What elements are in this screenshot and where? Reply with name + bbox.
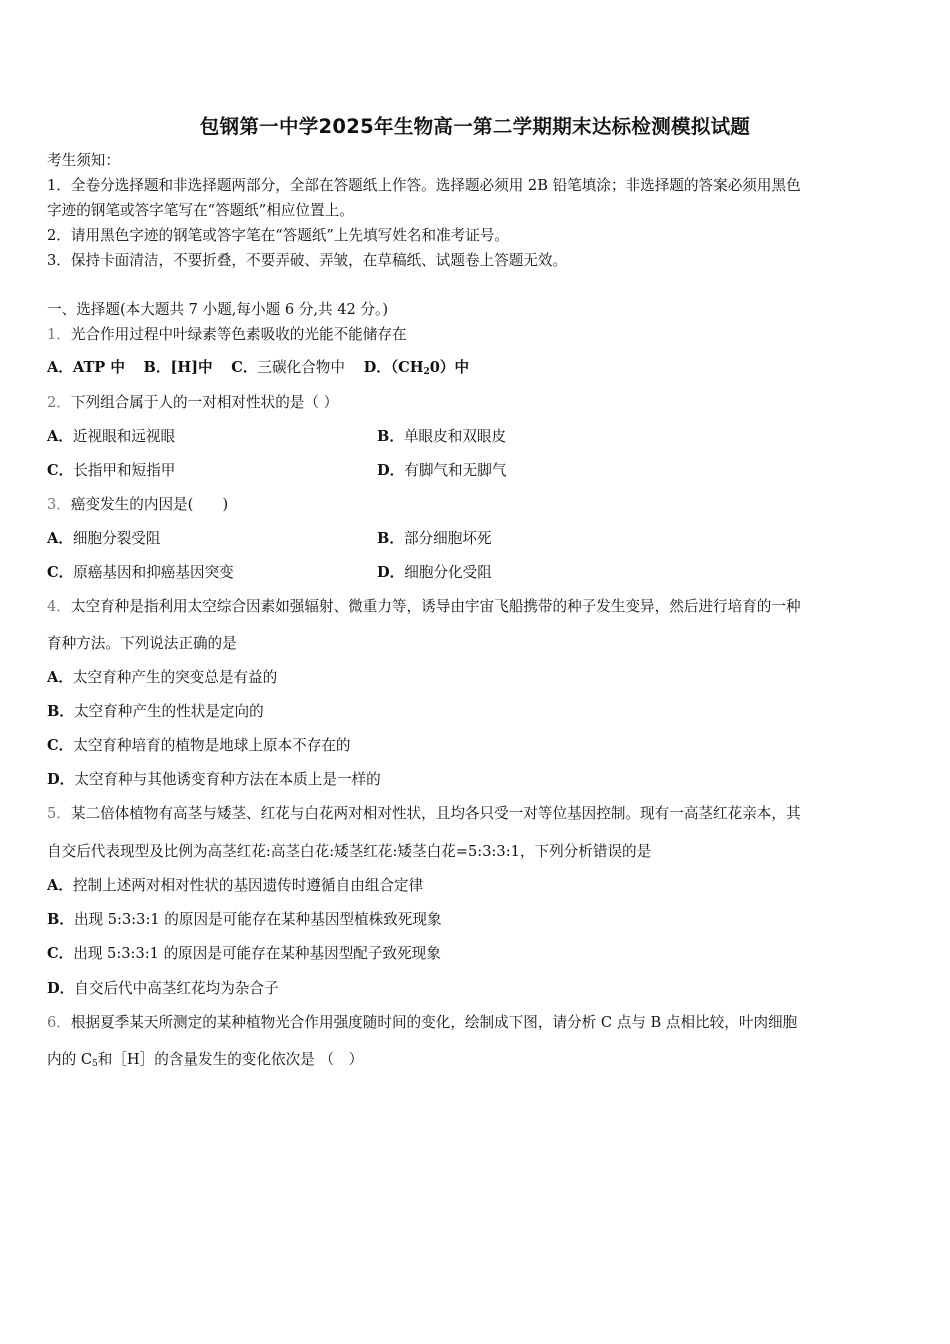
q2-option-d[interactable]: D．有脚气和无脚气 (377, 462, 507, 479)
question-1-options (47, 361, 469, 377)
page-title: 包钢第一中学2025年生物高一第二学期期末达标检测模拟试题 (199, 115, 751, 138)
question-4-cont: 育种方法。下列说法正确的是 (47, 635, 237, 652)
notice-heading: 考生须知： (47, 152, 120, 169)
notice-item-3: 3．保持卡面清洁，不要折叠，不要弄破、弄皱，在草稿纸、试题卷上答题无效。 (47, 252, 568, 269)
question-text: 癌变发生的内因是( ) (70, 496, 229, 513)
q3-option-b[interactable]: B．部分细胞坏死 (377, 530, 492, 547)
q5-option-b[interactable]: B．出现 5:3:3:1 的原因是可能存在某种基因型植株致死现象 (47, 911, 442, 928)
option-b[interactable]: B．[H]中 (143, 359, 213, 376)
question-number: 2． (47, 394, 71, 411)
question-number: 1． (47, 326, 71, 343)
notice-item-2: 2．请用黑色字迹的钢笔或答字笔在“答题纸”上先填写姓名和准考证号。 (47, 227, 510, 244)
option-a[interactable]: A．ATP 中 (47, 359, 125, 376)
question-text: 某二倍体植物有高茎与矮茎、红花与白花两对相对性状，且均各只受一对等位基因控制。现有一高茎红花亲本，其 (70, 805, 801, 822)
q4-option-b[interactable]: B．太空育种产生的性状是定向的 (47, 703, 264, 720)
q5-option-a[interactable]: A．控制上述两对相对性状的基因遗传时遵循自由组合定律 (47, 877, 424, 894)
option-d[interactable]: D．$(CH_20)$中 (363, 359, 470, 377)
q5-option-c[interactable]: C．出现 5:3:3:1 的原因是可能存在某种基因型配子致死现象 (47, 945, 441, 962)
q5-option-d[interactable]: D．自交后代中高茎红花均为杂合子 (47, 980, 279, 997)
question-number: 5． (47, 805, 71, 822)
section-heading: 一、选择题(本大题共 7 小题,每小题 6 分,共 42 分。) (47, 301, 389, 318)
q2-option-a[interactable]: A．近视眼和远视眼 (47, 428, 176, 445)
question-text: 下列组合属于人的一对相对性状的是（ ） (70, 394, 339, 411)
question-5-cont: 自交后代表现型及比例为高茎红花:高茎白花:矮茎红花:矮茎白花=5:3:3:1，下列分析错误的是 (47, 843, 652, 860)
notice-item-1: 1．全卷分选择题和非选择题两部分，全部在答题纸上作答。选择题必须用 2B 铅笔填涂；非选择题的答案必须用黑色 (47, 177, 801, 194)
q4-option-a[interactable]: A．太空育种产生的突变总是有益的 (47, 669, 278, 686)
q3-option-a[interactable]: A．细胞分裂受阻 (47, 530, 161, 547)
notice-item-1-cont: 字迹的钢笔或答字笔写在“答题纸”相应位置上。 (47, 202, 354, 219)
question-3 (47, 498, 228, 513)
q3-option-d[interactable]: D．细胞分化受阻 (377, 564, 492, 581)
q2-option-c[interactable]: C．长指甲和短指甲 (47, 462, 176, 479)
question-4 (47, 600, 801, 615)
question-5 (47, 807, 801, 822)
question-number: 4． (47, 598, 71, 615)
q3-option-c[interactable]: C．原癌基因和抑癌基因突变 (47, 564, 234, 581)
q4-option-c[interactable]: C．太空育种培育的植物是地球上原本不存在的 (47, 737, 351, 754)
question-1 (47, 328, 407, 343)
question-2 (47, 396, 338, 411)
q2-option-b[interactable]: B．单眼皮和双眼皮 (377, 428, 507, 445)
question-text: 光合作用过程中叶绿素等色素吸收的光能不能储存在 (70, 326, 407, 343)
q4-option-d[interactable]: D．太空育种与其他诱变育种方法在本质上是一样的 (47, 771, 381, 788)
question-text: 太空育种是指利用太空综合因素如强辐射、微重力等，诱导由宇宙飞船携带的种子发生变异，然后进行培育的一种 (70, 598, 801, 615)
question-number: 3． (47, 496, 71, 513)
question-6-cont: 内的 $C_5$和［H］的含量发生的变化依次是 （ ） (47, 1051, 364, 1069)
question-number: 6． (47, 1014, 71, 1031)
option-c[interactable]: C．三碳化合物中 (231, 359, 345, 376)
question-text: 根据夏季某天所测定的某种植物光合作用强度随时间的变化，绘制成下图，请分析 C 点与 B 点相比较，叶肉细胞 (70, 1014, 798, 1031)
question-6 (47, 1016, 797, 1031)
